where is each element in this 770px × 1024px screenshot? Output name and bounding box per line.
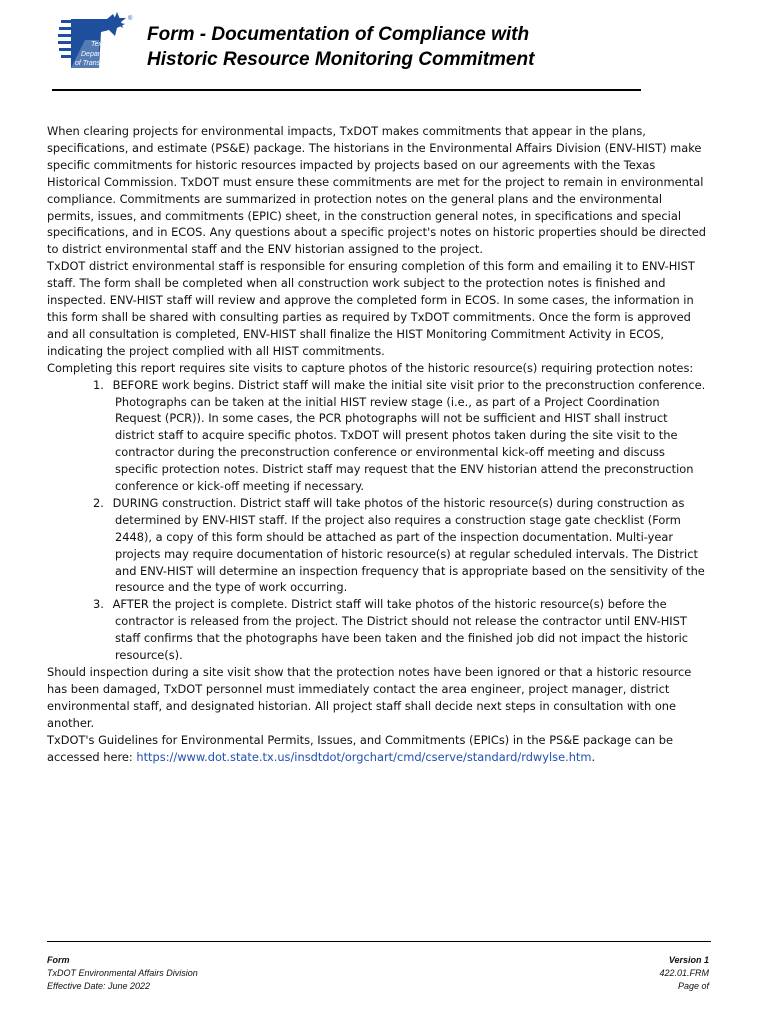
step-text: BEFORE work begins. District staff will make the initial site visit prior to the preconstruction conference. Photographs can be taken at the initial HIST review stage (i.e., as part of a Project Coordination Request (PCR)). In some cases, the PCR photographs will not be sufficient and HIST shall instruct district staff to acquire specific photos. TxDOT will present photos taken during the site visit to the contractor during the preconstruction conference or environmental kick-off meeting and discuss specific protection notes. District staff may request that the ENV historian attend the preconstruction conference or kick-off meeting if necessary. xyxy=(112,377,706,494)
registered-mark: ® xyxy=(128,16,133,22)
page-title xyxy=(147,22,707,72)
txdot-logo xyxy=(55,10,137,70)
footer-right xyxy=(659,954,709,993)
footer-divider xyxy=(47,941,711,942)
footer-form-label: Form xyxy=(47,955,70,965)
footer-version: Version 1 xyxy=(668,955,709,965)
guidelines-link[interactable]: https://www.dot.state.tx.us/insdtdot/orgchart/cmd/cserve/standard/rdwylse.htm xyxy=(136,749,592,764)
logo-text-line3: of Transportation xyxy=(75,60,128,67)
title-divider xyxy=(52,89,641,91)
step-item xyxy=(47,495,707,596)
step-text: DURING construction. District staff will take photos of the historic resource(s) during construction as determined by ENV-HIST staff. If the project also requires a construction stage gate checklist (Form 2448), a copy of this form should be attached as part of the inspection documentation. Multi-year projects may require documentation of historic resource(s) at regular scheduled intervals. The District and ENV-HIST will determine an inspection frequency that is appropriate based on the sensitivity of the resource and the type of work occurring. xyxy=(112,495,705,595)
site-visits-intro: Completing this report requires site visits to capture photos of the historic resource(s) requiring protection notes: xyxy=(47,360,694,375)
title-line-2: Historic Resource Monitoring Commitment xyxy=(147,49,535,70)
document-body xyxy=(47,123,707,765)
intro-paragraph: When clearing projects for environmental impacts, TxDOT makes commitments that appear in the plans, specifications, and estimate (PS&E) package. The historians in the Environmental Affairs Division (ENV-HIST) make specific commitments for historic resources impacted by projects based on our agreements with the Texas Historical Commission. TxDOT must ensure these commitments are met for the project to remain in environmental compliance. Commitments are summarized in protection notes on the general plans and the environmental permits, issues, and commitments (EPIC) sheet, in the construction general notes, in specifications and special specifications, and in ECOS. Any questions about a specific project's notes on historic properties should be directed to district environmental staff and the ENV historian assigned to the project. xyxy=(47,124,707,257)
footer-form-number: 422.01.FRM xyxy=(659,968,709,978)
title-line-1: Form - Documentation of Compliance with xyxy=(147,24,530,45)
footer-page-number: Page of xyxy=(677,981,709,991)
inspection-paragraph: Should inspection during a site visit show that the protection notes have been ignored or that a historic resource has been damaged, TxDOT personnel must immediately contact the area engineer, project manager, district environmental staff, and designated historian. All project staff shall decide next steps in consultation with one another. xyxy=(47,665,692,730)
footer-division: TxDOT Environmental Affairs Division xyxy=(47,968,198,978)
footer-effective-date: Effective Date: June 2022 xyxy=(47,981,151,991)
step-number: 2. xyxy=(93,495,104,510)
step-number: 1. xyxy=(93,377,104,392)
step-text: AFTER the project is complete. District staff will take photos of the historic resource(s) before the contractor is released from the project. The District should not release the contractor until ENV-HIST staff confirms that the photographs have been taken and the finished job did not impact the historic resource(s). xyxy=(112,597,689,663)
footer-left xyxy=(47,954,198,993)
guidelines-text: TxDOT's Guidelines for Environmental Permits, Issues, and Commitments (EPICs) in the PS&E package can be accessed here: xyxy=(47,732,674,764)
site-visit-steps xyxy=(47,377,707,664)
step-item xyxy=(47,377,707,495)
responsibility-paragraph: TxDOT district environmental staff is responsible for ensuring completion of this form and emailing it to ENV-HIST staff. The form shall be completed when all construction work subject to the protection notes is finished and inspected. ENV-HIST staff will review and approve the completed form in ECOS. In some cases, the information in this form shall be shared with consulting parties as required by TxDOT commitments. Once the form is approved and all consultation is completed, ENV-HIST shall finalize the HIST Monitoring Commitment Activity in ECOS, indicating the project complied with all HIST commitments. xyxy=(47,259,695,358)
step-number: 3. xyxy=(93,597,104,612)
step-item xyxy=(47,596,707,664)
logo-text-line1: Texas xyxy=(91,41,110,48)
guidelines-paragraph xyxy=(47,732,707,766)
guidelines-period: . xyxy=(591,749,596,764)
logo-text-line2: Department xyxy=(81,51,118,58)
